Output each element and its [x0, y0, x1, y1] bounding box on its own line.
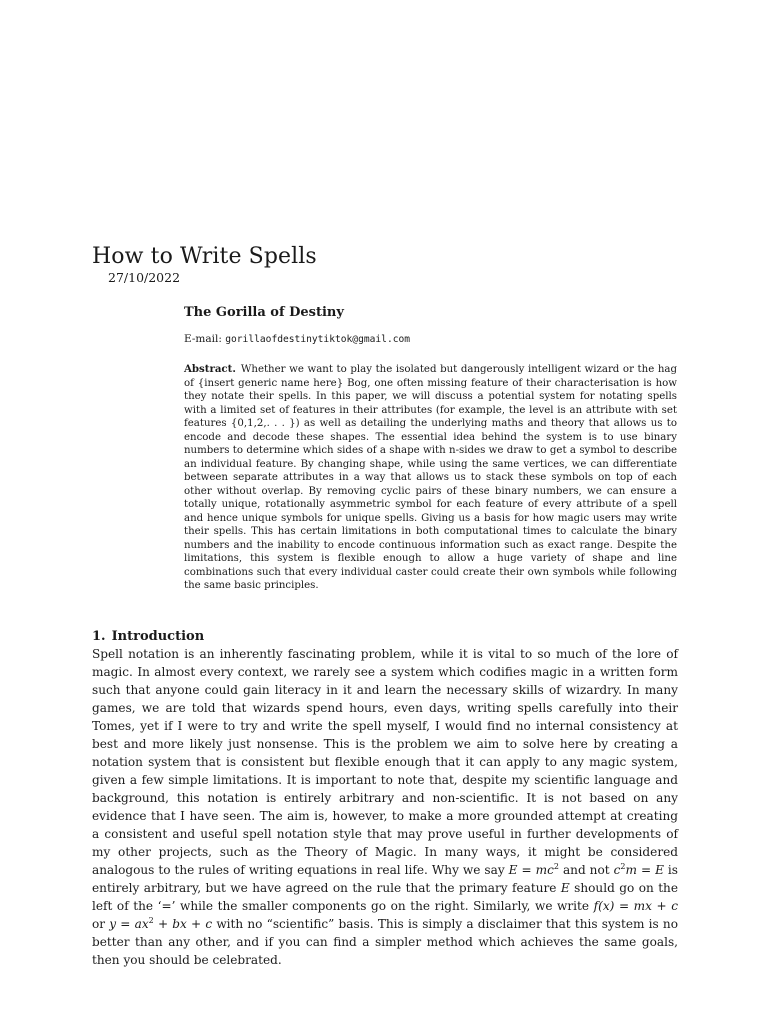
intro-text-1: Spell notation is an inherently fascinating problem, while it is vital to so much of the lore of magic. In almost every context, we rarely see a system which codifies magic in a written form such that anyone could gain literacy in it and learn the necessary skills of wizardry. In many games, we are told that wizards spend hours, even days, writing spells carefully into their Tomes, yet if I were to try and write the spell myself, I would find no internal consistency at best and more likely just nonsense. This is the problem we aim to solve here by creating a notation system that is consistent but flexible enough that it can apply to any magic system, given a few simple limitations. It is important to note that, despite my scientific language and background, this notation is entirely arbitrary and non-scientific. It is not based on any evidence that I have seen. The aim is, however, to make a more grounded attempt at creating a consistent and useful spell notation style that may prove useful in further developments of my other projects, such as the Theory of Magic. In many ways, it might be considered analogous to the rules of writing equations in real life. Why we say [92, 647, 678, 877]
equation-e: E [560, 881, 570, 895]
email-label: E-mail: [184, 333, 222, 345]
abstract [184, 363, 677, 593]
intro-text-2: and not [558, 863, 614, 877]
section-number: 1. [92, 629, 106, 644]
equation-e: E [508, 863, 518, 877]
equation-mc: mc [535, 863, 554, 877]
email-address[interactable]: gorillaofdestinytiktok@gmail.com [225, 334, 411, 345]
equation-e: E [655, 863, 664, 877]
abstract-label: Abstract. [184, 363, 236, 375]
intro-text-6: with no “scientific” basis. This is simply a disclaimer that this system is no better than any other, and if you can find a simpler method which achieves the same goals, then you should be celebrated. [92, 917, 679, 967]
equation-equals: = [636, 863, 656, 877]
introduction-paragraph [92, 645, 678, 969]
intro-text-4: should go on the left of the ‘=’ while the smaller components go on the right. Similarly, we write [92, 881, 678, 913]
equation-quadratic-tail: + bx + c [153, 917, 213, 931]
equation-linear: f(x) = mx + c [593, 899, 678, 913]
equation-exponent: 2 [620, 861, 626, 871]
equation-equals: = [517, 863, 536, 877]
paper-title: How to Write Spells [92, 244, 317, 269]
equation-exponent: 2 [148, 915, 154, 925]
intro-text-3: is entirely arbitrary, but we have agreed on the rule that the primary feature [92, 863, 678, 895]
equation-m: m [625, 863, 637, 877]
intro-text-5: or [92, 917, 110, 931]
author-email [184, 333, 410, 345]
section-heading-introduction [92, 629, 204, 644]
equation-c: c [613, 863, 621, 877]
equation-quadratic: y = ax [109, 917, 149, 931]
section-title: Introduction [111, 629, 205, 644]
paper-date: 27/10/2022 [108, 270, 181, 285]
abstract-text: Whether we want to play the isolated but dangerously intelligent wizard or the hag of {insert generic name here} Bog, one often missing feature of their characterisation is how they notate their spells. In this paper, we will discuss a potential system for notating spells with a limited set of features in their attributes (for example, the level is an attribute with set features {0,1,2,. . . }) as well as detailing the underlying maths and theory that allows us to encode and decode these shapes. The essential idea behind the system is to use binary numbers to determine which sides of a shape with n-sides we draw to get a symbol to describe an individual feature. By changing shape, while using the same vertices, we can differentiate between separate attributes in a way that allows us to stack these symbols on top of each other without overlap. By removing cyclic pairs of these binary numbers, we can ensure a totally unique, rotationally asymmetric symbol for each feature of every attribute of a spell and hence unique symbols for unique spells. Giving us a basis for how magic users may write their spells. This has certain limitations in both computational times to calculate the binary numbers and the inability to encode continuous information such as exact range. Despite the limitations, this system is flexible enough to allow a huge variety of shape and line combinations such that every individual caster could create their own symbols while following the same basic principles. [184, 364, 677, 591]
author-name: The Gorilla of Destiny [184, 305, 344, 320]
equation-exponent: 2 [553, 861, 559, 871]
